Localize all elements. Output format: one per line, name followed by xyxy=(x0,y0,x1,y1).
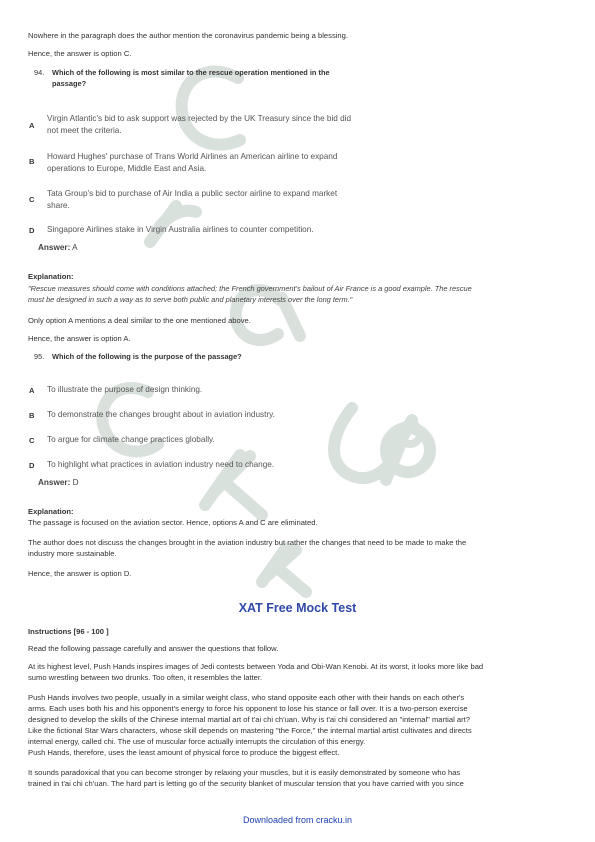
q94-option-c-text-cont: share. xyxy=(47,201,70,210)
passage-p3-line1: It sounds paradoxical that you can become stronger by relaxing your muscles, but it is easily demonstrated by someone who has xyxy=(28,768,461,777)
q94-conclusion: Hence, the answer is option A. xyxy=(28,334,131,343)
q94-option-b-text[interactable]: Howard Hughes' purchase of Trans World Airlines an American airline to expand xyxy=(47,152,338,161)
q94-option-d-label: D xyxy=(29,226,35,235)
section-heading: XAT Free Mock Test xyxy=(238,601,357,615)
q94-option-a-label: A xyxy=(29,121,35,130)
passage-p3-line2: trained in t'ai chi ch'uan. The hard part is letting go of the security blanket of muscular tension that you have carried with you since xyxy=(28,779,464,788)
q94-number: 94. xyxy=(34,68,45,77)
q95-option-a-label: A xyxy=(29,386,35,395)
passage-p2-line1: Push Hands involves two people, usually in a similar weight class, who stand opposite each other with their hands on each other's xyxy=(28,693,465,702)
q95-answer-label: Answer: xyxy=(38,478,71,487)
passage-p2-line5: internal energy, called chi. The use of muscular force actually interrupts the circulation of this energy. xyxy=(28,737,366,746)
top-answer-text: Hence, the answer is option C. xyxy=(28,49,132,58)
q95-answer xyxy=(38,478,79,487)
q94-option-a-text-cont: not meet the criteria. xyxy=(47,126,122,135)
footer-download-link[interactable]: Downloaded from cracku.in xyxy=(242,815,353,825)
passage-p2-line2: arms. Each uses both his and his opponent's energy to force his opponent to lose his stance or fall over. It is a two-person exercise xyxy=(28,704,468,713)
q94-text-line1: Which of the following is most similar to the rescue operation mentioned in the xyxy=(52,68,330,77)
q94-option-b-label: B xyxy=(29,157,35,166)
instructions-heading: Instructions [96 - 100 ] xyxy=(28,627,109,636)
q94-option-d-text[interactable]: Singapore Airlines stake in Virgin Australia airlines to counter competition. xyxy=(47,225,314,234)
q94-explanation-heading: Explanation: xyxy=(28,272,74,281)
q94-option-b-text-cont: operations to Europe, Middle East and Asia. xyxy=(47,164,207,173)
q94-answer xyxy=(38,243,78,252)
q94-option-a-text[interactable]: Virgin Atlantic's bid to ask support was rejected by the UK Treasury since the bid did xyxy=(47,114,352,123)
q95-option-c-label: C xyxy=(29,436,35,445)
q94-quote-line2: must be designed in such a way as to serve both public and planetary interests over the long term." xyxy=(28,295,353,304)
passage-p2-line6: Push Hands, therefore, uses the least amount of physical force to produce the biggest effect. xyxy=(28,748,340,757)
q95-option-b-text[interactable]: To demonstrate the changes brought about in aviation industry. xyxy=(47,410,275,419)
q95-text: Which of the following is the purpose of the passage? xyxy=(52,352,242,361)
top-statement: Nowhere in the paragraph does the author mention the coronavirus pandemic being a blessing. xyxy=(28,31,348,40)
q95-option-c-text[interactable]: To argue for climate change practices globally. xyxy=(47,435,215,444)
q95-explanation-heading: Explanation: xyxy=(28,507,74,516)
q95-option-d-label: D xyxy=(29,461,35,470)
q94-answer-value: A xyxy=(72,243,78,252)
passage-p1-line2: sumo wrestling between two drunks. Too often, it resembles the latter. xyxy=(28,673,263,682)
q94-text-line2: passage? xyxy=(52,79,87,88)
q94-quote-line1: "Rescue measures should come with conditions attached; the French government's bailout of Air France is a good example. The rescue xyxy=(28,284,472,293)
q95-option-a-text[interactable]: To illustrate the purpose of design thinking. xyxy=(47,385,203,394)
q95-option-b-label: B xyxy=(29,411,35,420)
instructions-text: Read the following passage carefully and answer the questions that follow. xyxy=(28,644,279,653)
passage-p2-line3: designed to develop the skills of the Chinese internal martial art of t'ai chi ch'uan. Why is t'ai chi considered an "internal" martial art? xyxy=(28,715,470,724)
q95-explanation-2-line2: industry more sustainable. xyxy=(28,549,117,558)
q95-explanation-1: The passage is focused on the aviation sector. Hence, options A and C are eliminated. xyxy=(28,518,318,527)
q95-conclusion: Hence, the answer is option D. xyxy=(28,569,132,578)
q94-option-c-label: C xyxy=(29,195,35,204)
q94-option-c-text[interactable]: Tata Group's bid to purchase of Air India a public sector airline to expand market xyxy=(47,189,338,198)
passage-p2-line4: Like the fictional Star Wars characters, whose skill depends on mastering "the Force," the internal martial artist cultivates and directs xyxy=(28,726,472,735)
q95-number: 95. xyxy=(34,352,45,361)
q95-option-d-text[interactable]: To highlight what practices in aviation industry need to change. xyxy=(47,460,275,469)
q94-explanation: Only option A mentions a deal similar to the one mentioned above. xyxy=(28,316,251,325)
q95-explanation-2-line1: The author does not discuss the changes brought in the aviation industry but rather the changes that need to be made to make the xyxy=(28,538,467,547)
q94-answer-label: Answer: xyxy=(38,243,71,252)
passage-p1-line1: At its highest level, Push Hands inspires images of Jedi contests between Yoda and Obi-Wan Kenobi. At its worst, it looks more like bad xyxy=(28,662,484,671)
q95-answer-value: D xyxy=(72,478,79,487)
